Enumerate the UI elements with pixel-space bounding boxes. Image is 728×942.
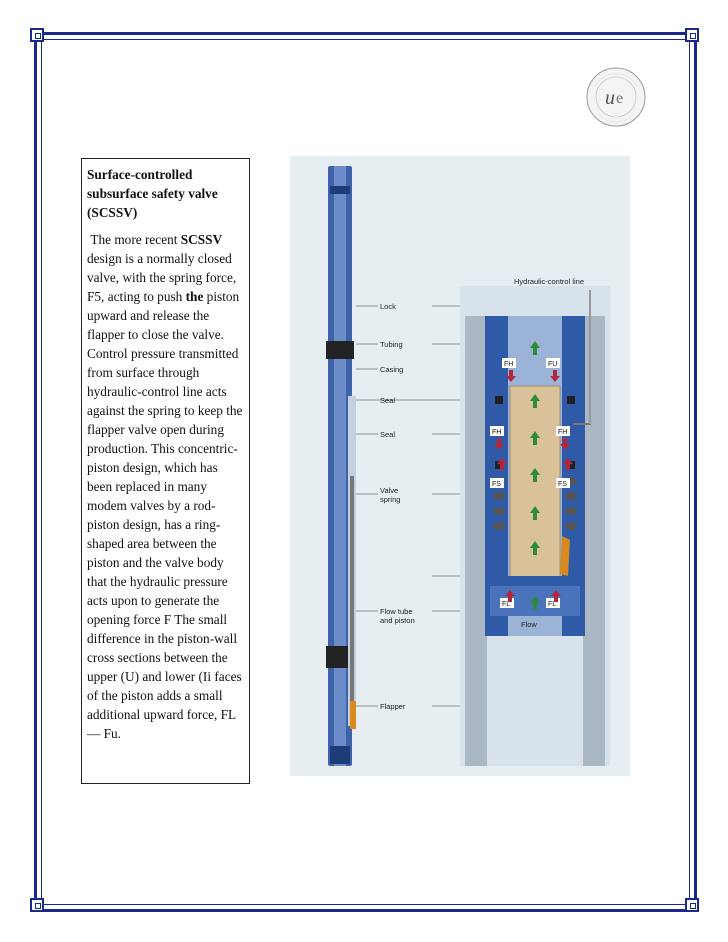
force-fh-right: FH [558, 429, 568, 436]
tool-overview [326, 166, 356, 766]
label-flow: Flow [521, 620, 537, 629]
label-valve-spring-2: spring [380, 495, 401, 504]
body-bold-scssv: SCSSV [180, 232, 223, 247]
force-fs-left: FS [492, 481, 501, 488]
scssv-diagram [290, 156, 630, 776]
svg-text:e: e [616, 90, 624, 107]
section-title: Surface-controlled subsurface safety valve (SCSSV) [87, 167, 218, 220]
description-textbox [81, 158, 250, 784]
label-flapper: Flapper [380, 702, 406, 711]
force-fh-top: FH [504, 361, 514, 368]
body-part2: design is a normally closed valve, with the spring force, F5, acting to push [87, 251, 237, 304]
svg-text:u: u [605, 87, 615, 109]
border-corner-top-left [30, 28, 44, 42]
force-fh-left: FH [492, 429, 502, 436]
border-corner-bottom-right [685, 898, 699, 912]
label-valve-spring-1: Valve [380, 486, 399, 495]
body-part3: piston upward and release the flapper to close the valve. Control pressure transmitted from surface through hydraulic-control line acts against the spring to keep the flapper valve open during production. This concentric-piston design, which has been replaced in many modem valves by a rod-piston design, has a ring-shaped area between the piston and the valve body that the hydraulic pressure acts upon to generate the opening force F The small difference in the piston-wall cross sections between the upper (U) and lower (Ii faces of the piston adds a small additional upward force, FL — Fu. [87, 289, 243, 741]
label-tubing: Tubing [380, 340, 403, 349]
border-corner-top-right [685, 28, 699, 42]
force-fl-left: FL [502, 601, 511, 608]
force-fu: FU [548, 361, 558, 368]
border-corner-bottom-left [30, 898, 44, 912]
label-seal-2: Seal [380, 430, 396, 439]
body-intro: The more recent [90, 232, 181, 247]
label-flow-tube-1: Flow tube [380, 607, 413, 616]
force-fs-right: FS [558, 481, 567, 488]
label-flow-tube-2: and piston [380, 616, 415, 625]
valve-cross-section [460, 286, 610, 766]
body-bold-the: the [185, 289, 204, 304]
label-hydraulic-control-line: Hydraulic-control line [514, 277, 585, 286]
label-casing: Casing [380, 365, 404, 374]
label-seal-1: Seal [380, 396, 396, 405]
institution-logo [585, 66, 647, 128]
label-lock: Lock [380, 302, 396, 311]
force-fl-right: FL [548, 601, 557, 608]
description-paragraph [87, 230, 244, 743]
